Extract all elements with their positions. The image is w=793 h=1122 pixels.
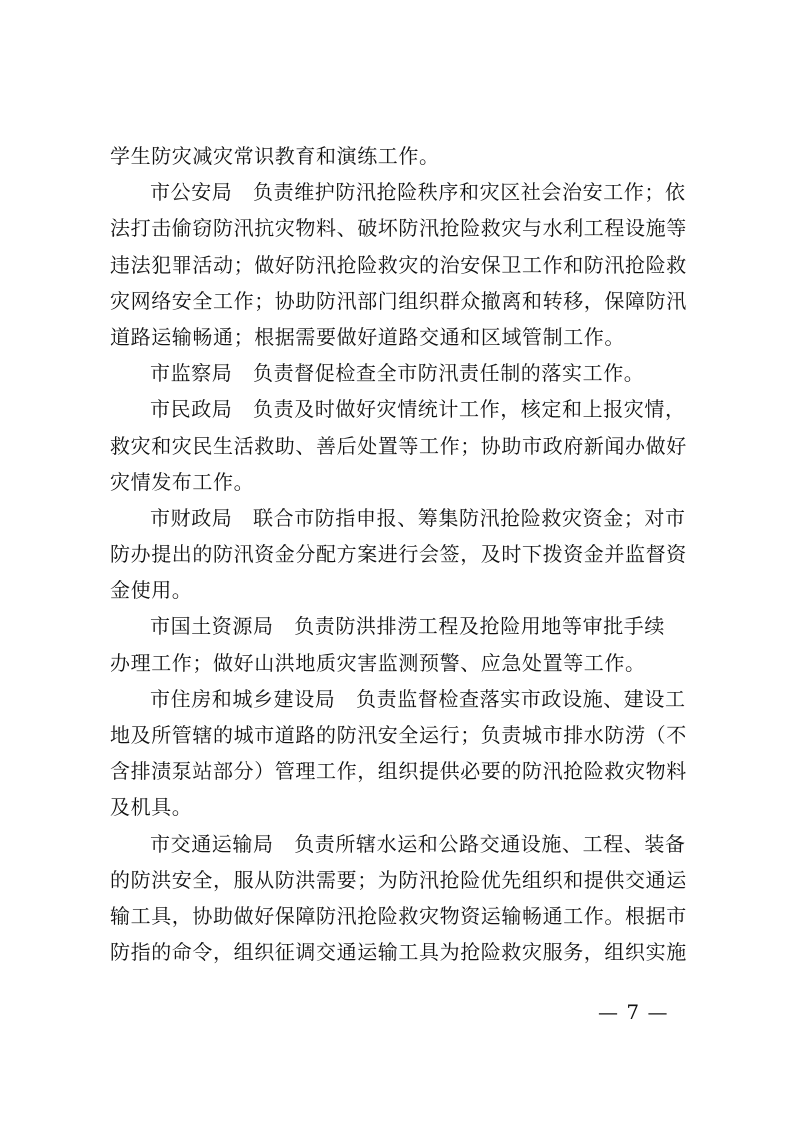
text-line: 含排渍泵站部分）管理工作，组织提供必要的防汛抢险救灾物料 xyxy=(110,759,687,784)
text-line: 市交通运输局 负责所辖水运和公路交通设施、工程、装备 xyxy=(150,831,686,856)
paragraph xyxy=(110,681,700,826)
text-line: 的防洪安全，服从防洪需要；为防汛抢险优先组织和提供交通运 xyxy=(110,867,687,892)
text-line: 救灾和灾民生活救助、善后处置等工作；协助市政府新闻办做好 xyxy=(110,433,687,458)
text-line: 学生防灾减灾常识教育和演练工作。 xyxy=(110,144,440,168)
text-line: 地及所管辖的城市道路的防汛安全运行；负责城市排水防涝（不 xyxy=(110,723,687,747)
text-line: 市民政局 负责及时做好灾情统计工作，核定和上报灾情， xyxy=(150,397,686,422)
text-line: 市住房和城乡建设局 负责监督检查落实市政设施、建设工 xyxy=(150,686,686,711)
text-line: 及机具。 xyxy=(110,795,193,820)
text-line: 市公安局 负责维护防汛抢险秩序和灾区社会治安工作；依 xyxy=(150,180,686,205)
text-line: 办理工作；做好山洪地质灾害监测预警、应急处置等工作。 xyxy=(110,650,646,675)
paragraph xyxy=(110,826,700,971)
text-line: 市财政局 联合市防指申报、筹集防汛抢险救灾资金；对市 xyxy=(150,505,686,530)
text-line: 灾网络安全工作；协助防汛部门组织群众撤离和转移，保障防汛 xyxy=(110,288,687,313)
text-line: 市国土资源局 负责防洪排涝工程及抢险用地等审批手续 xyxy=(150,614,665,639)
text-line: 灾情发布工作。 xyxy=(110,469,255,494)
text-line: 防办提出的防汛资金分配方案进行会签，及时下拨资金并监督资 xyxy=(110,542,687,567)
text-line: 法打击偷窃防汛抗灾物料、破坏防汛抢险救灾与水利工程设施等 xyxy=(110,216,687,241)
text-line: 市监察局 负责督促检查全市防汛责任制的落实工作。 xyxy=(150,361,645,386)
paragraph xyxy=(110,608,700,680)
page-number: — 7 — xyxy=(598,1000,669,1024)
text-line: 金使用。 xyxy=(110,578,193,603)
text-line: 输工具，协助做好保障防汛抢险救灾物资运输畅通工作。根据市 xyxy=(110,903,687,928)
text-line: 防指的命令，组织征调交通运输工具为抢险救灾服务，组织实施 xyxy=(110,940,687,965)
paragraph xyxy=(110,355,700,391)
paragraph xyxy=(110,391,700,500)
document-body xyxy=(110,138,700,970)
paragraph xyxy=(110,500,700,609)
paragraph xyxy=(110,138,700,174)
text-line: 违法犯罪活动；做好防汛抢险救灾的治安保卫工作和防汛抢险救 xyxy=(110,252,687,277)
paragraph xyxy=(110,174,700,355)
text-line: 道路运输畅通；根据需要做好道路交通和区域管制工作。 xyxy=(110,324,625,349)
